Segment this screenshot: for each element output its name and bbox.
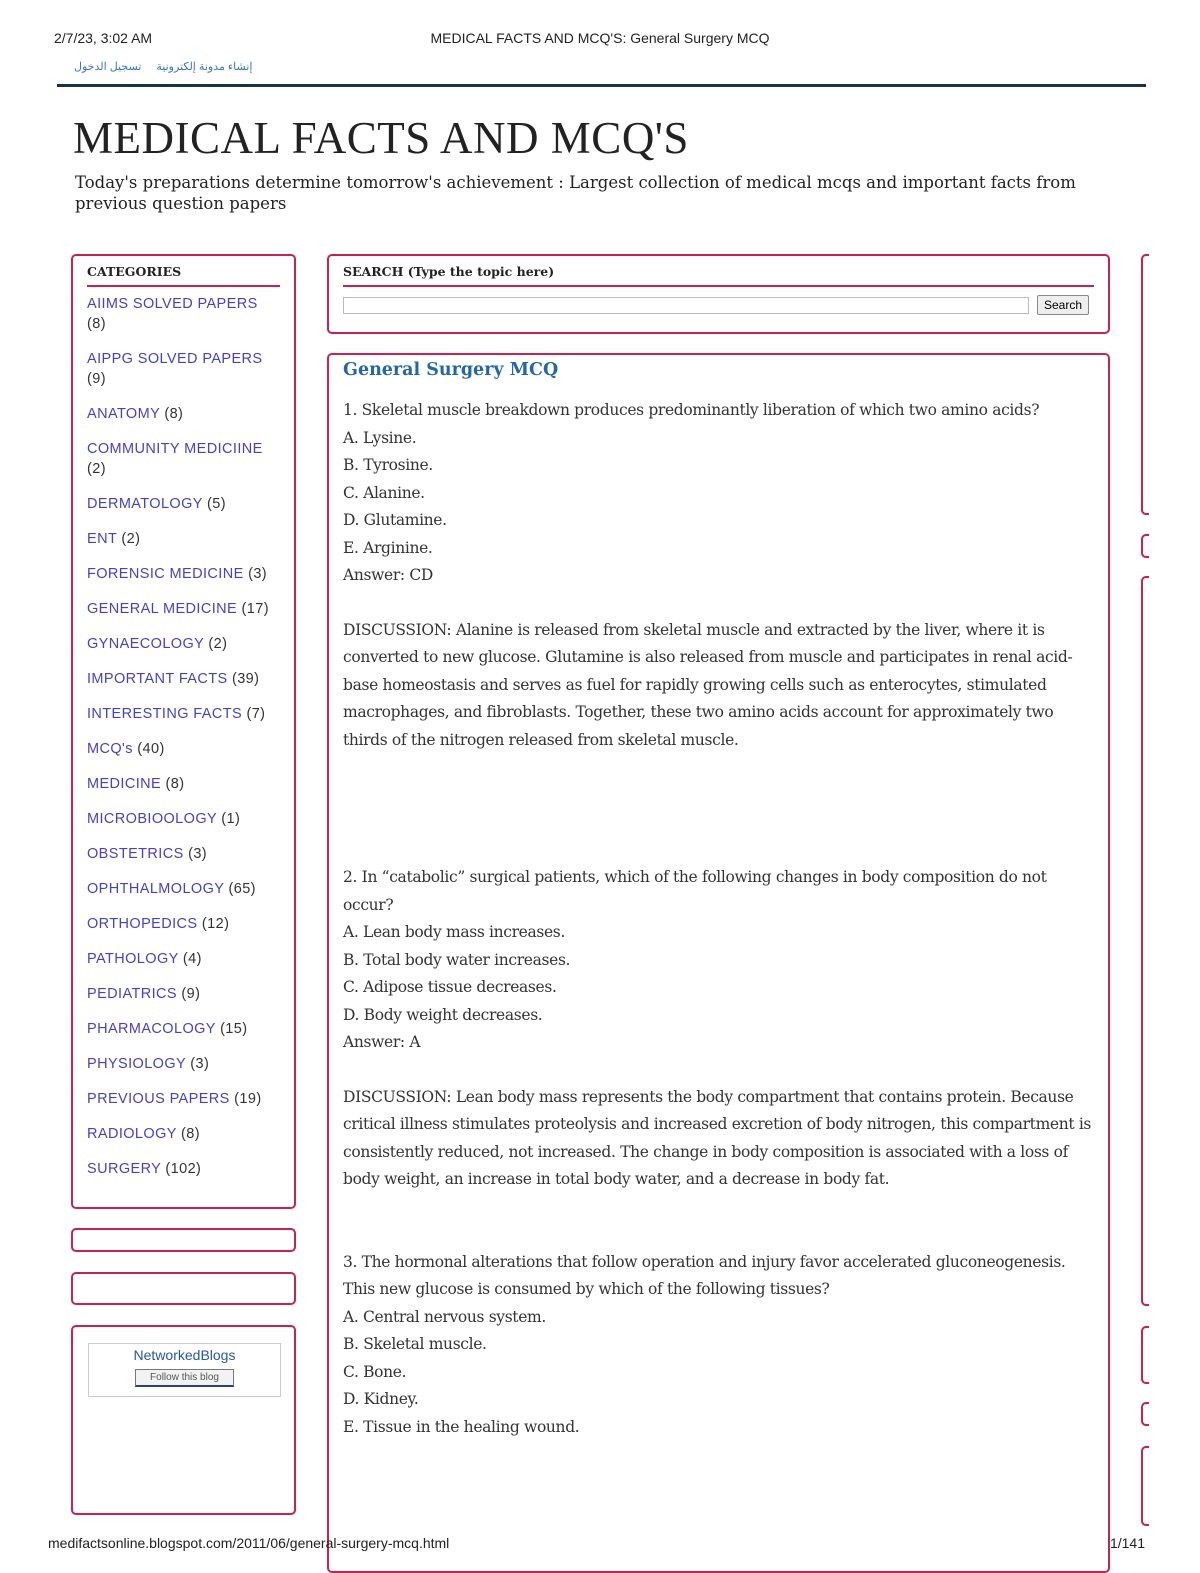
- category-count: (19): [234, 1091, 262, 1107]
- category-link[interactable]: ORTHOPEDICS: [87, 916, 198, 932]
- q1-option: C. Alanine.: [343, 483, 425, 502]
- post-title[interactable]: General Surgery MCQ: [343, 360, 559, 380]
- blog-description: Today's preparations determine tomorrow's achievement : Largest collection of medical mcqs and important facts from previous question papers: [75, 173, 1076, 213]
- category-count: (2): [121, 531, 141, 547]
- category-count: (12): [201, 916, 230, 932]
- search-widget: [327, 254, 1110, 334]
- category-item: [87, 564, 280, 584]
- empty-widget-2: [71, 1272, 296, 1305]
- category-count: (9): [87, 371, 106, 387]
- networked-blogs-widget: [71, 1325, 296, 1515]
- category-link[interactable]: AIPPG SOLVED PAPERS: [87, 351, 263, 367]
- categories-title: CATEGORIES: [87, 264, 280, 287]
- category-count: (102): [165, 1161, 202, 1177]
- category-item: [87, 1089, 280, 1109]
- category-link[interactable]: RADIOLOGY: [87, 1126, 177, 1142]
- category-link[interactable]: FORENSIC MEDICINE: [87, 566, 244, 582]
- question-1: 1. Skeletal muscle breakdown produces predominantly liberation of which two amino acids?: [343, 401, 1040, 419]
- q2-answer: Answer: A: [343, 1033, 421, 1051]
- category-item: [87, 1054, 280, 1074]
- category-item: [87, 669, 280, 689]
- category-count: (3): [188, 846, 208, 862]
- right-widget-4: [1141, 1326, 1149, 1384]
- right-widget-1: [1141, 254, 1149, 515]
- categories-widget: [71, 254, 296, 1209]
- category-item: [87, 704, 280, 724]
- q3-option: C. Bone.: [343, 1362, 407, 1381]
- q3-option: B. Skeletal muscle.: [343, 1335, 487, 1353]
- question-2: 2. In “catabolic” surgical patients, which of the following changes in body composition do not occur?: [343, 868, 1047, 914]
- category-item: [87, 844, 280, 864]
- category-count: (5): [207, 496, 226, 512]
- question-3: 3. The hormonal alterations that follow operation and injury favor accelerated gluconeogenesis. This new glucose is consumed by which of the following tissues?: [343, 1252, 1066, 1298]
- empty-widget-1: [71, 1228, 296, 1252]
- right-widget-6: [1141, 1446, 1149, 1526]
- category-item: [87, 949, 280, 969]
- category-link[interactable]: GENERAL MEDICINE: [87, 601, 238, 617]
- category-item: [87, 529, 280, 549]
- q3-option: A. Central nervous system.: [343, 1307, 546, 1326]
- category-count: (7): [246, 706, 266, 722]
- category-link[interactable]: PHYSIOLOGY: [87, 1056, 186, 1072]
- category-item: [87, 349, 280, 389]
- q1-option: D. Glutamine.: [343, 511, 447, 529]
- category-link[interactable]: INTERESTING FACTS: [87, 706, 243, 722]
- right-widget-5: [1141, 1402, 1149, 1426]
- category-link[interactable]: ANATOMY: [87, 406, 160, 422]
- category-count: (9): [181, 986, 201, 1002]
- category-item: [87, 809, 280, 829]
- category-count: (8): [181, 1126, 200, 1142]
- category-item: [87, 1159, 280, 1179]
- create-blog-link[interactable]: إنشاء مدونة إلكترونية: [156, 61, 253, 73]
- category-count: (3): [190, 1056, 210, 1072]
- blog-title[interactable]: MEDICAL FACTS AND MCQ'S: [73, 113, 689, 163]
- page-number: 1/141: [1109, 1535, 1145, 1551]
- category-item: [87, 774, 280, 794]
- post-container: [327, 353, 1110, 1573]
- category-count: (17): [241, 601, 269, 617]
- q2-option: A. Lean body mass increases.: [343, 923, 565, 941]
- category-link[interactable]: COMMUNITY MEDICIINE: [87, 441, 263, 457]
- category-link[interactable]: AIIMS SOLVED PAPERS: [87, 296, 258, 312]
- category-item: [87, 634, 280, 654]
- q1-discussion: DISCUSSION: Alanine is released from skeletal muscle and extracted by the liver, where it is converted to new glucose. Glutamine is also released from muscle and participates in renal acid-base homeostasis and serves as fuel for rapidly growing cells such as enterocytes, stimulated macrophages, and fibroblasts. Together, these two amino acids account for approximately two thirds of the nitrogen released from skeletal muscle.: [343, 620, 1073, 749]
- networked-blogs-badge: [88, 1343, 281, 1397]
- category-link[interactable]: DERMATOLOGY: [87, 496, 203, 512]
- category-count: (2): [87, 461, 106, 477]
- categories-list: [87, 294, 280, 1179]
- category-count: (39): [231, 671, 260, 687]
- category-count: (8): [165, 776, 185, 792]
- category-count: (65): [228, 881, 256, 897]
- networked-blogs-image[interactable]: NetworkedBlogs: [133, 1347, 236, 1363]
- category-item: [87, 1124, 280, 1144]
- category-link[interactable]: MICROBIOOLOGY: [87, 811, 217, 827]
- category-item: [87, 294, 280, 334]
- category-link[interactable]: OPHTHALMOLOGY: [87, 881, 225, 897]
- page-url: medifactsonline.blogspot.com/2011/06/general-surgery-mcq.html: [48, 1535, 450, 1551]
- right-widget-2: [1141, 534, 1149, 558]
- q3-option: D. Kidney.: [343, 1390, 419, 1408]
- category-item: [87, 599, 280, 619]
- category-item: [87, 984, 280, 1004]
- search-button[interactable]: Search: [1037, 295, 1089, 315]
- category-link[interactable]: IMPORTANT FACTS: [87, 671, 228, 687]
- category-count: (15): [220, 1021, 248, 1037]
- category-item: [87, 494, 280, 514]
- category-item: [87, 404, 280, 424]
- category-item: [87, 914, 280, 934]
- right-widget-3: [1141, 576, 1149, 1306]
- category-link[interactable]: MEDICINE: [87, 776, 162, 792]
- q2-discussion: DISCUSSION: Lean body mass represents the body compartment that contains protein. Because critical illness stimulates proteolysis and increased excretion of body nitrogen, this compartment is consistently reduced, not increased. The change in body composition is associated with a loss of body weight, an increase in total body water, and a decrease in body fat.: [343, 1087, 1092, 1188]
- category-link[interactable]: PREVIOUS PAPERS: [87, 1091, 230, 1107]
- category-count: (8): [87, 316, 106, 332]
- q1-answer: Answer: CD: [343, 566, 433, 584]
- category-link[interactable]: PATHOLOGY: [87, 951, 179, 967]
- follow-blog-button[interactable]: Follow this blog: [135, 1369, 234, 1387]
- category-link[interactable]: PEDIATRICS: [87, 986, 177, 1002]
- search-input[interactable]: [343, 297, 1029, 314]
- category-item: [87, 1019, 280, 1039]
- print-datetime: 2/7/23, 3:02 AM: [54, 30, 153, 46]
- print-page-title: MEDICAL FACTS AND MCQ'S: General Surgery MCQ: [430, 30, 770, 46]
- header-divider: [57, 84, 1146, 87]
- category-link[interactable]: OBSTETRICS: [87, 846, 184, 862]
- category-item: [87, 439, 280, 479]
- q1-option: E. Arginine.: [343, 538, 433, 557]
- category-link[interactable]: GYNAECOLOGY: [87, 636, 204, 652]
- category-count: (3): [248, 566, 268, 582]
- q1-option: B. Tyrosine.: [343, 456, 433, 474]
- print-footer: [48, 1535, 1145, 1553]
- q2-option: B. Total body water increases.: [343, 950, 571, 969]
- q3-option: E. Tissue in the healing wound.: [343, 1417, 580, 1436]
- category-count: (4): [182, 951, 202, 967]
- category-count: (40): [137, 741, 165, 757]
- category-item: [87, 879, 280, 899]
- post-body: [343, 397, 1094, 1441]
- category-count: (1): [221, 811, 241, 827]
- q1-option: A. Lysine.: [343, 428, 417, 447]
- blogger-navbar: [62, 60, 252, 73]
- category-link[interactable]: PHARMACOLOGY: [87, 1021, 216, 1037]
- q2-option: C. Adipose tissue decreases.: [343, 978, 557, 996]
- category-item: [87, 739, 280, 759]
- q2-option: D. Body weight decreases.: [343, 1005, 543, 1024]
- category-link[interactable]: ENT: [87, 531, 117, 547]
- category-count: (2): [208, 636, 228, 652]
- category-count: (8): [164, 406, 184, 422]
- search-title: SEARCH (Type the topic here): [343, 264, 1094, 287]
- category-link[interactable]: MCQ's: [87, 741, 133, 757]
- category-link[interactable]: SURGERY: [87, 1161, 161, 1177]
- print-header: [54, 30, 1146, 50]
- sign-in-link[interactable]: تسجيل الدخول: [74, 61, 142, 73]
